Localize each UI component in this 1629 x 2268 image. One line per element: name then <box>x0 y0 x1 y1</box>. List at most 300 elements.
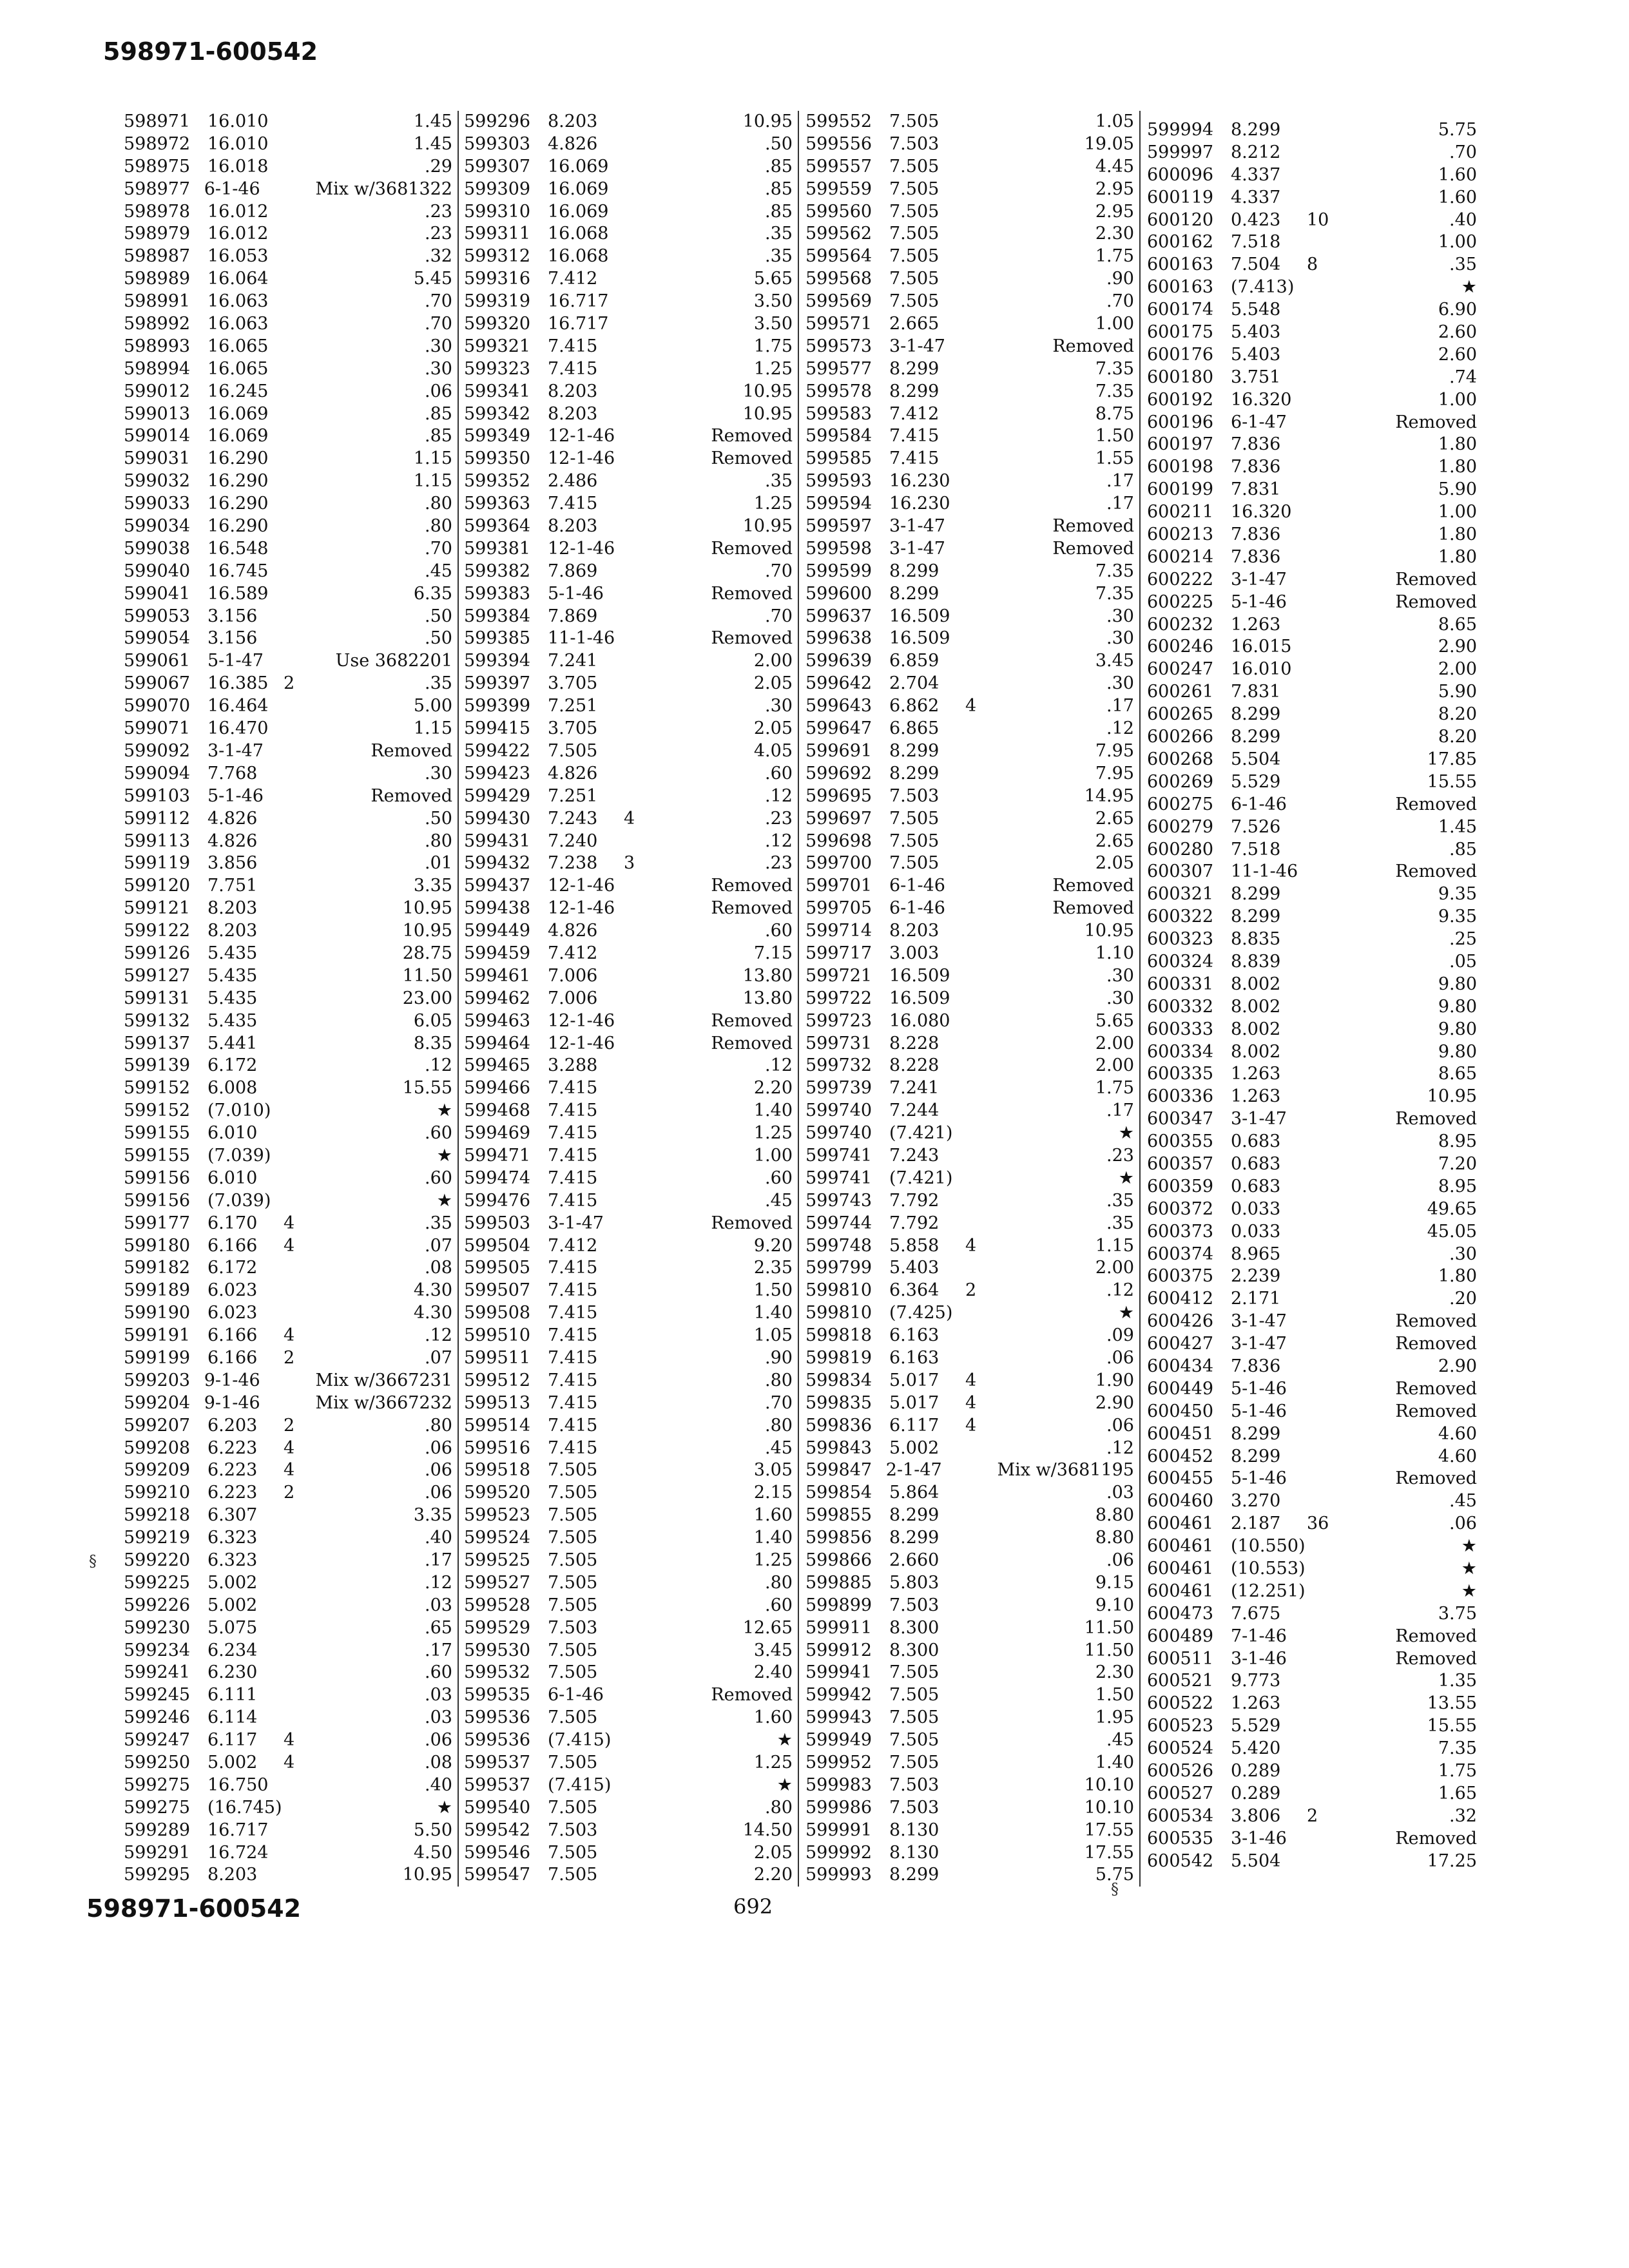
spec-value: 7.415 <box>889 426 940 447</box>
quantity <box>965 852 1005 875</box>
spec-value: 8.203 <box>207 921 258 941</box>
table-row <box>1147 794 1480 816</box>
table-row <box>805 988 1137 1010</box>
table-row <box>464 178 795 201</box>
table-row <box>464 1707 795 1729</box>
part-number: 598987 <box>124 246 191 267</box>
quantity <box>624 1257 664 1280</box>
part-number: 600246 <box>1147 637 1214 657</box>
spec-value: 5.504 <box>1231 749 1281 769</box>
quantity <box>284 1864 323 1887</box>
quantity <box>284 831 323 853</box>
part-number: 599040 <box>124 561 191 581</box>
table-row <box>805 1347 1137 1370</box>
price: 2.35 <box>753 1258 793 1278</box>
table-row <box>124 111 455 133</box>
spec-value: 8.299 <box>1231 1446 1281 1466</box>
quantity <box>965 245 1005 268</box>
table-row <box>805 1033 1137 1055</box>
price: .80 <box>765 1797 793 1818</box>
part-number: 599430 <box>464 808 531 829</box>
table-row <box>1147 658 1480 681</box>
spec-value: 4.826 <box>207 808 258 829</box>
part-number: 599180 <box>124 1235 191 1256</box>
part-number: 599583 <box>805 403 872 424</box>
price: Removed <box>1395 569 1477 590</box>
part-number: 599564 <box>805 246 872 267</box>
quantity <box>1307 636 1347 658</box>
table-row <box>124 1640 455 1662</box>
spec-value: 7.415 <box>548 1190 598 1211</box>
quantity <box>624 1168 664 1190</box>
part-number: 599529 <box>464 1617 531 1638</box>
part-number: 599120 <box>124 876 191 896</box>
spec-value: 8.839 <box>1231 951 1281 972</box>
table-row <box>124 718 455 740</box>
table-row <box>1147 704 1480 726</box>
quantity <box>965 561 1005 583</box>
table-row <box>1147 276 1480 299</box>
quantity <box>284 561 323 583</box>
price: 1.60 <box>753 1707 793 1728</box>
price: 1.00 <box>753 1145 793 1166</box>
table-row <box>1147 1693 1480 1715</box>
table-row <box>124 1774 455 1797</box>
spec-value: 0.289 <box>1231 1761 1281 1782</box>
part-number: 599246 <box>124 1707 191 1728</box>
spec-value: 7.505 <box>548 740 598 761</box>
quantity <box>1307 1019 1347 1041</box>
price: Removed <box>1052 336 1134 356</box>
table-row <box>124 1842 455 1865</box>
price: .12 <box>765 1055 793 1076</box>
spec-value: 1.263 <box>1231 1086 1281 1107</box>
spec-value: 6.230 <box>207 1662 258 1683</box>
quantity <box>624 133 664 156</box>
price: 10.95 <box>742 516 793 537</box>
price: 1.15 <box>413 718 452 739</box>
quantity <box>1307 1265 1347 1288</box>
part-number: 599695 <box>805 785 872 806</box>
table-row <box>124 1370 455 1392</box>
quantity <box>1307 1626 1347 1648</box>
quantity: 2 <box>1307 1805 1318 1826</box>
part-number: 600119 <box>1147 187 1214 207</box>
quantity <box>284 381 323 403</box>
part-number: 599437 <box>464 876 531 896</box>
spec-value: 5.529 <box>1231 771 1281 792</box>
spec-value: (7.425) <box>889 1303 953 1323</box>
quantity <box>965 1122 1005 1145</box>
part-number: 599741 <box>805 1145 872 1166</box>
quantity <box>624 1684 664 1707</box>
spec-value: 7.415 <box>889 448 940 469</box>
quantity <box>284 403 323 426</box>
price: .50 <box>425 808 452 829</box>
table-row <box>464 1864 795 1887</box>
spec-value: 16.069 <box>548 156 609 177</box>
quantity <box>284 448 323 470</box>
quantity <box>965 650 1005 673</box>
table-row <box>1147 1581 1480 1603</box>
quantity <box>965 943 1005 965</box>
table-row <box>1147 456 1480 479</box>
part-number: 599320 <box>464 314 531 334</box>
spec-value: 8.299 <box>1231 1423 1281 1444</box>
quantity <box>965 336 1005 358</box>
quantity <box>965 1213 1005 1235</box>
part-number: 599312 <box>464 246 531 267</box>
table-row <box>1147 1378 1480 1401</box>
quantity <box>965 1482 1005 1504</box>
part-number: 599204 <box>124 1392 191 1413</box>
price: 2.05 <box>1095 853 1134 874</box>
table-row <box>464 291 795 313</box>
price: 3.75 <box>1438 1603 1477 1624</box>
spec-value: 7.251 <box>548 696 598 716</box>
part-number: 599556 <box>805 133 872 154</box>
price: 13.80 <box>742 965 793 986</box>
price: 1.15 <box>413 448 452 469</box>
table-row <box>805 1459 1137 1482</box>
part-number: 599598 <box>805 538 872 559</box>
table-row <box>805 920 1137 943</box>
spec-value: (10.553) <box>1231 1559 1306 1579</box>
quantity <box>624 1595 664 1617</box>
table-row <box>464 1257 795 1280</box>
part-number: 600322 <box>1147 907 1214 927</box>
quantity <box>284 1820 323 1842</box>
quantity <box>965 1640 1005 1662</box>
part-number: 599818 <box>805 1325 872 1346</box>
quantity <box>624 201 664 224</box>
price: .60 <box>765 921 793 941</box>
quantity <box>624 1302 664 1325</box>
price: 4.30 <box>413 1303 452 1323</box>
quantity <box>624 1527 664 1550</box>
price: Removed <box>371 740 452 761</box>
part-number: 600280 <box>1147 839 1214 860</box>
part-number: 598977 <box>124 178 191 199</box>
part-number: 599307 <box>464 156 531 177</box>
part-number: 599505 <box>464 1258 531 1278</box>
table-row <box>124 493 455 515</box>
quantity <box>284 763 323 785</box>
table-row <box>464 628 795 650</box>
quantity <box>965 358 1005 381</box>
table-row <box>124 943 455 965</box>
price: .30 <box>1106 988 1134 1008</box>
part-number: 599722 <box>805 988 872 1008</box>
price: .45 <box>425 561 452 581</box>
part-number: 599466 <box>464 1078 531 1099</box>
part-number: 599698 <box>805 831 872 851</box>
part-number: 599997 <box>1147 142 1214 162</box>
spec-value: 16.589 <box>207 583 269 604</box>
table-row <box>124 156 455 178</box>
spec-value: 11-1-46 <box>1231 861 1298 882</box>
quantity <box>1307 749 1347 771</box>
quantity <box>1307 861 1347 883</box>
price: .20 <box>1449 1289 1477 1309</box>
table-row <box>124 1055 455 1077</box>
price: 7.15 <box>753 943 793 963</box>
part-number: 599247 <box>124 1730 191 1751</box>
part-number: 600323 <box>1147 929 1214 950</box>
price: 7.35 <box>1095 561 1134 581</box>
quantity: 2 <box>284 673 295 694</box>
table-row <box>805 740 1137 763</box>
part-number: 599156 <box>124 1190 191 1211</box>
spec-value: 6.163 <box>889 1325 940 1346</box>
part-number: 600534 <box>1147 1805 1214 1826</box>
part-number: 599573 <box>805 336 872 356</box>
spec-value: 6-1-46 <box>889 898 945 919</box>
part-number: 599639 <box>805 651 872 671</box>
price: 1.25 <box>753 494 793 514</box>
quantity <box>965 1595 1005 1617</box>
spec-value: 7.836 <box>1231 524 1281 545</box>
spec-value: 16.069 <box>548 201 609 222</box>
spec-value: 16.018 <box>207 156 269 177</box>
quantity <box>284 1504 323 1527</box>
table-row <box>805 1617 1137 1640</box>
spec-value: 8.299 <box>889 381 940 401</box>
part-number: 599241 <box>124 1662 191 1683</box>
spec-value: 3-1-46 <box>1231 1648 1287 1669</box>
price: .50 <box>425 628 452 649</box>
spec-value: 7.415 <box>548 1347 598 1368</box>
table-row <box>464 875 795 898</box>
quantity <box>1307 501 1347 524</box>
price: 1.15 <box>413 471 452 492</box>
part-number: 600175 <box>1147 322 1214 343</box>
spec-value: 7.412 <box>548 943 598 963</box>
price: .35 <box>1106 1190 1134 1211</box>
spec-value: 11-1-46 <box>548 628 615 649</box>
spec-value: 7.415 <box>548 1145 598 1166</box>
quantity <box>1307 704 1347 726</box>
price: 8.35 <box>413 1033 452 1053</box>
quantity <box>965 201 1005 224</box>
quantity: 4 <box>965 1392 977 1413</box>
spec-value: 7.241 <box>548 651 598 671</box>
quantity <box>1307 456 1347 479</box>
quantity <box>965 583 1005 606</box>
price: 3.05 <box>753 1460 793 1481</box>
price: Removed <box>1052 516 1134 537</box>
price: 7.35 <box>1095 358 1134 379</box>
price: .30 <box>1449 1244 1477 1264</box>
part-number: 598975 <box>124 156 191 177</box>
table-row <box>124 1482 455 1504</box>
part-number: 599836 <box>805 1415 872 1436</box>
quantity <box>624 561 664 583</box>
price: .06 <box>1449 1514 1477 1534</box>
part-number: 600261 <box>1147 682 1214 702</box>
table-row <box>805 1190 1137 1213</box>
spec-value: 3-1-47 <box>1231 1109 1287 1129</box>
quantity <box>624 1415 664 1437</box>
spec-value: 7.836 <box>1231 434 1281 455</box>
spec-value: 7.415 <box>548 494 598 514</box>
table-row <box>805 133 1137 156</box>
table-row <box>805 1077 1137 1100</box>
price: ★ <box>1118 1303 1134 1323</box>
price: .85 <box>765 201 793 222</box>
part-number: 599542 <box>464 1820 531 1840</box>
spec-value: 5-1-46 <box>1231 1401 1287 1421</box>
spec-value: 6.117 <box>207 1730 258 1751</box>
part-number: 599854 <box>805 1483 872 1503</box>
spec-value: (7.010) <box>207 1100 271 1121</box>
table-row <box>464 1055 795 1077</box>
quantity <box>965 1797 1005 1820</box>
spec-value: 5.403 <box>1231 344 1281 365</box>
spec-value: 5.529 <box>1231 1716 1281 1736</box>
quantity <box>624 1213 664 1235</box>
quantity <box>284 1842 323 1865</box>
spec-value: 7.505 <box>548 1640 598 1660</box>
table-row <box>124 898 455 920</box>
part-number: 600211 <box>1147 502 1214 523</box>
table-row <box>464 245 795 268</box>
price: .35 <box>1449 255 1477 275</box>
part-number: 599540 <box>464 1797 531 1818</box>
quantity <box>624 1482 664 1504</box>
table-row <box>124 470 455 493</box>
part-number: 600334 <box>1147 1041 1214 1062</box>
spec-value: 16.509 <box>889 965 950 986</box>
table-row <box>124 1595 455 1617</box>
spec-value: 7.503 <box>548 1617 598 1638</box>
table-row <box>1147 1108 1480 1131</box>
spec-value: 16.290 <box>207 471 269 492</box>
price: 1.95 <box>1095 1707 1134 1728</box>
spec-value: 8.203 <box>889 921 940 941</box>
price: 1.40 <box>753 1528 793 1548</box>
part-number: 599511 <box>464 1347 531 1368</box>
spec-value: 12-1-46 <box>548 538 615 559</box>
table-row <box>124 650 455 673</box>
part-number: 599122 <box>124 921 191 941</box>
spec-value: 8.203 <box>207 1865 258 1885</box>
price: 2.60 <box>1438 344 1477 365</box>
quantity <box>1307 1535 1347 1558</box>
table-row <box>464 1213 795 1235</box>
quantity <box>965 515 1005 538</box>
table-row <box>124 965 455 988</box>
spec-value: 7-1-46 <box>1231 1626 1287 1646</box>
spec-value: 5.864 <box>889 1483 940 1503</box>
table-row <box>1147 209 1480 232</box>
table-row <box>1147 1288 1480 1311</box>
spec-value: 4.826 <box>548 133 598 154</box>
part-number: 599942 <box>805 1685 872 1706</box>
price: .70 <box>1106 291 1134 312</box>
price: 2.00 <box>1095 1033 1134 1053</box>
part-number: 599530 <box>464 1640 531 1660</box>
price: 1.25 <box>753 1753 793 1773</box>
spec-value: 7.415 <box>548 1123 598 1144</box>
price: 17.55 <box>1084 1820 1134 1840</box>
part-number: 600473 <box>1147 1603 1214 1624</box>
price: .06 <box>425 1437 452 1458</box>
table-row <box>124 1459 455 1482</box>
table-row <box>124 1257 455 1280</box>
table-row <box>464 1415 795 1437</box>
price: 8.95 <box>1438 1176 1477 1196</box>
quantity <box>965 1168 1005 1190</box>
part-number: 600521 <box>1147 1671 1214 1691</box>
table-row <box>124 583 455 606</box>
price: .25 <box>1449 929 1477 950</box>
table-row <box>464 1302 795 1325</box>
table-row <box>124 628 455 650</box>
part-number: 599899 <box>805 1595 872 1615</box>
quantity <box>624 156 664 178</box>
quantity <box>284 358 323 381</box>
price: .17 <box>1106 494 1134 514</box>
spec-value: 16.717 <box>207 1820 269 1840</box>
spec-value: 7.415 <box>548 336 598 356</box>
part-number: 600225 <box>1147 591 1214 612</box>
table-row <box>1147 839 1480 861</box>
price: .45 <box>1106 1730 1134 1751</box>
quantity: 4 <box>965 1415 977 1436</box>
table-row <box>464 695 795 718</box>
quantity <box>1307 883 1347 906</box>
price: .30 <box>1106 606 1134 626</box>
table-row <box>124 1190 455 1213</box>
price: 1.55 <box>1095 448 1134 469</box>
table-row <box>124 1662 455 1684</box>
part-number: 599275 <box>124 1774 191 1795</box>
price: 1.05 <box>1095 111 1134 131</box>
price: 1.45 <box>413 111 452 131</box>
table-row <box>464 1145 795 1168</box>
spec-value: 6.172 <box>207 1258 258 1278</box>
spec-value: 7.415 <box>548 1168 598 1188</box>
table-row <box>1147 906 1480 928</box>
spec-value: 16.069 <box>207 403 269 424</box>
part-number: 599536 <box>464 1730 531 1751</box>
price: .40 <box>1449 209 1477 230</box>
table-row <box>805 808 1137 831</box>
part-number: 599038 <box>124 538 191 559</box>
table-row <box>464 1280 795 1302</box>
table-row <box>464 1572 795 1595</box>
price: 10.95 <box>402 1865 452 1885</box>
spec-value: 8.299 <box>1231 907 1281 927</box>
quantity <box>624 740 664 763</box>
quantity <box>965 268 1005 291</box>
part-number: 599983 <box>805 1774 872 1795</box>
quantity <box>1307 816 1347 839</box>
part-number: 600163 <box>1147 255 1214 275</box>
part-number: 599033 <box>124 494 191 514</box>
price: .35 <box>1106 1213 1134 1233</box>
price: .17 <box>425 1640 452 1660</box>
spec-value: 3.003 <box>889 943 940 963</box>
part-number: 600461 <box>1147 1514 1214 1534</box>
part-number: 599127 <box>124 965 191 986</box>
part-number: 599218 <box>124 1505 191 1526</box>
quantity <box>624 650 664 673</box>
part-number: 599476 <box>464 1190 531 1211</box>
spec-value: (7.415) <box>548 1774 612 1795</box>
price: .70 <box>425 538 452 559</box>
